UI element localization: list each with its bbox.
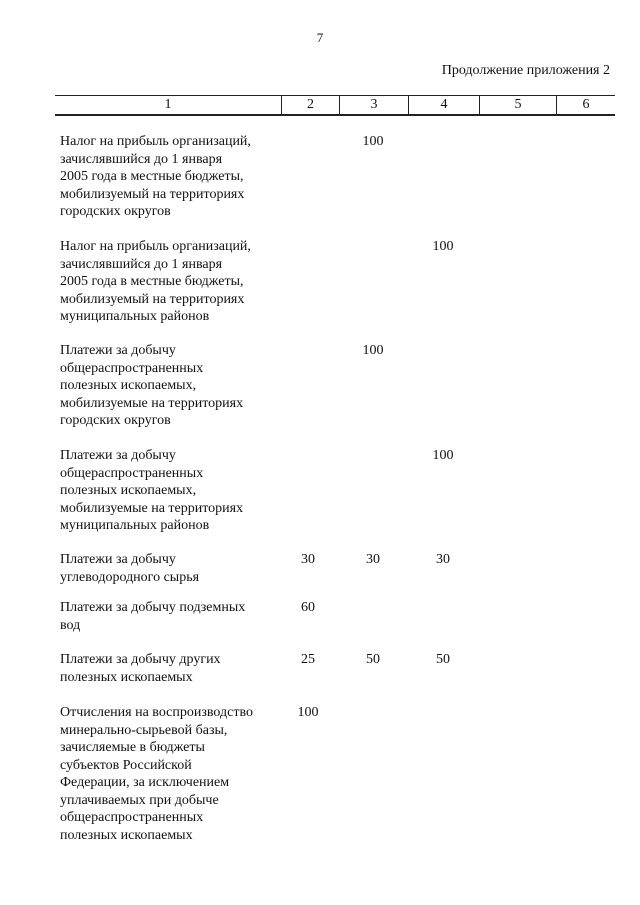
row-label: Платежи за добычу общераспространенных полезных ископаемых, мобилизуемые на территориях муниципальных районов [60,448,244,533]
cell-col-2: 60 [301,600,315,615]
cell-col-2: 30 [301,552,315,567]
cell-col-3: 30 [366,552,380,567]
column-header-6: 6 [557,96,616,116]
cell-col-2: 100 [297,705,319,720]
continuation-heading: Продолжение приложения 2 [441,63,610,78]
cell-col-2: 25 [301,652,315,667]
cell-col-3: 100 [362,134,384,149]
column-header-3: 3 [340,96,409,116]
column-header-2: 2 [282,96,340,116]
row-label: Отчисления на воспроизводство минерально-сырьевой базы, зачисляемые в бюджеты субъектов Российской Федерации, за исключением уплачиваемых при добыче общераспространенных полезных ископаемых [60,705,253,843]
column-header-5: 5 [480,96,557,116]
row-label: Налог на прибыль организаций, зачислявшийся до 1 января 2005 года в местные бюджеты, мобилизуемый на территориях городских округов [60,134,251,219]
cell-col-3: 50 [366,652,380,667]
page-number: 7 [316,30,324,45]
row-label: Платежи за добычу общераспространенных полезных ископаемых, мобилизуемые на территориях городских округов [60,343,244,428]
row-label: Налог на прибыль организаций, зачислявшийся до 1 января 2005 года в местные бюджеты, мобилизуемый на территориях муниципальных районов [60,239,251,324]
column-header-4: 4 [409,96,480,116]
column-header-table [55,95,615,116]
cell-col-4: 30 [436,552,450,567]
cell-col-3: 100 [362,343,384,358]
column-header-1: 1 [55,96,282,116]
cell-col-4: 100 [432,239,454,254]
cell-col-4: 50 [436,652,450,667]
cell-col-4: 100 [432,448,454,463]
row-label: Платежи за добычу других полезных ископаемых [60,652,221,685]
row-label: Платежи за добычу углеводородного сырья [60,552,200,585]
column-header-row [55,96,615,116]
row-label: Платежи за добычу подземных вод [60,600,246,633]
